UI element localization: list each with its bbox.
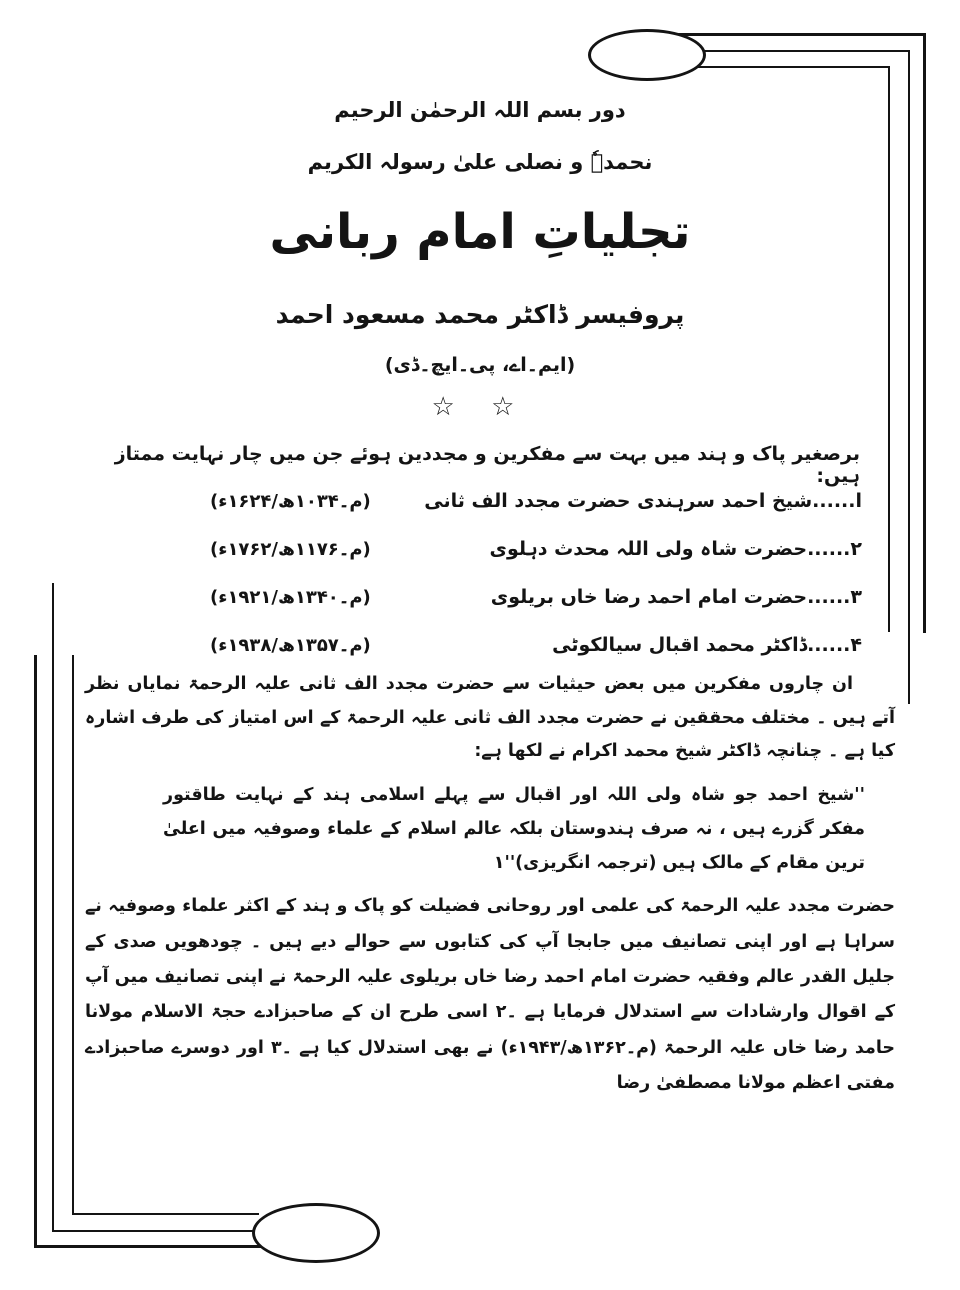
scholar-death-date: (م۔۱۳۴۰ھ/۱۹۲۱ء) xyxy=(210,587,371,608)
scholar-list xyxy=(150,490,898,682)
top-corner-ellipse-ornament xyxy=(588,29,706,81)
paragraph-praise: حضرت مجدد علیہ الرحمۃ کی علمی اور روحانی فضیلت کو پاک و ہند کے اکثر علماء وصوفیہ نے سراہا ہے اور اپنی تصانیف میں جابجا آپ کی کتابوں سے حوالے دیے ہیں ۔ چودھویں صدی کے جلیل القدر عالم وفقیہ حضرت امام احمد رضا خاں بریلوی علیہ الرحمۃ نے اپنی تصانیف میں آپ کے اقوال وارشادات سے استدلال فرمایا ہے ۔۲ اسی طرح ان کے صاحبزادے حجۃ الاسلام مولانا حامد رضا خاں علیہ الرحمۃ (م۔۱۳۶۲ھ/۱۹۴۳ء) نے بھی استدلال کیا ہے ۔۳ اور دوسرے صاحبزادے مفتی اعظم مولانا مصطفیٰ رضا xyxy=(85,896,896,1093)
scholar-name: ا......شیخ احمد سرہندی حضرت مجدد الف ثانی xyxy=(424,490,862,512)
scholar-row xyxy=(150,634,898,667)
scholar-row xyxy=(150,538,898,571)
scholar-name: ۲......حضرت شاہ ولی اللہ محدث دہلوی xyxy=(489,538,862,560)
scholar-row xyxy=(150,586,898,619)
author-credentials: (ایم۔اے، پی۔ایچ۔ڈی) xyxy=(384,354,576,376)
bismillah-line-1: دور بسم اللہ الرحمٰن الرحیم xyxy=(334,98,626,122)
star-divider-ornament: ☆ ☆ xyxy=(431,392,529,422)
author-name: پروفیسر ڈاکٹر محمد مسعود احمد xyxy=(275,300,685,329)
scholar-death-date: (م۔۱۳۵۷ھ/۱۹۳۸ء) xyxy=(210,635,371,656)
ikram-quotation: ''شیخ احمد جو شاہ ولی اللہ اور اقبال سے پہلے اسلامی ہند کے نہایت طاقتور مفکر گزرے ہیں ، نہ صرف ہندوستان بلکہ عالم اسلام کے علماء وصوفیہ میں اعلیٰ ترین مقام کے مالک ہیں (ترجمہ انگریزی)''۱ xyxy=(163,784,865,874)
scholar-death-date: (م۔۱۰۳۴ھ/۱۶۲۴ء) xyxy=(210,491,371,512)
scholar-row xyxy=(150,490,898,523)
bottom-corner-ellipse-ornament xyxy=(252,1203,380,1263)
paragraph-distinction: ان چاروں مفکرین میں بعض حیثیات سے حضرت مجدد الف ثانی علیہ الرحمۃ نمایاں نظر آتے ہیں ۔ مختلف محققین نے حضرت مجدد الف ثانی علیہ الرحمۃ کے اس امتیاز کی طرف اشارہ کیا ہے ۔ چنانچہ ڈاکٹر شیخ محمد اکرام نے لکھا ہے: xyxy=(85,674,895,762)
scholar-death-date: (م۔۱۱۷۶ھ/۱۷۶۲ء) xyxy=(210,539,371,560)
scholar-name: ۳......حضرت امام احمد رضا خاں بریلوی xyxy=(490,586,862,608)
intro-sentence: برصغیر پاک و ہند میں بہت سے مفکرین و مجددین ہوئے جن میں چار نہایت ممتاز ہیں: xyxy=(114,443,860,487)
book-title: تجلیاتِ امام ربانی xyxy=(269,204,691,260)
scholar-name: ۴......ڈاکٹر محمد اقبال سیالکوٹی xyxy=(552,634,862,656)
bismillah-line-2: نحمدہٗ و نصلی علیٰ رسولہ الکریم xyxy=(307,150,653,174)
body-text-block xyxy=(85,668,895,1101)
